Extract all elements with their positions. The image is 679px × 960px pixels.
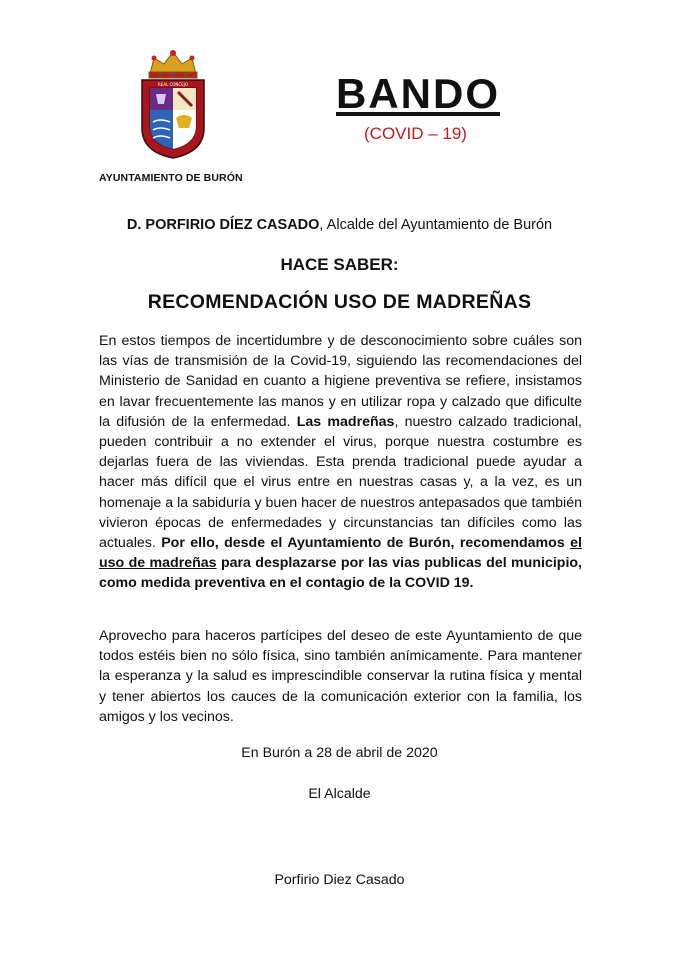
covid-subtitle: (COVID – 19) — [364, 124, 467, 143]
mayor-role: , Alcalde del Ayuntamiento de Burón — [319, 217, 553, 233]
signatory-name: Porfirio Diez Casado — [274, 872, 405, 888]
p1-bold-conclusion: para desplazarse por las vias publicas del municipio, como medida preventiva en el contagio de la COVID 19. — [99, 555, 582, 592]
crest-motto: REAL CONCEJO — [157, 82, 189, 87]
p1-text-a: En estos tiempos de incertidumbre y de desconocimiento sobre cuáles son las vías de transmisión de la Covid-19, siguiendo las recomendaciones del Ministerio de Sanidad en cuanto a higiene preventiva se refiere, insistamos en lavar frecuentemente las manos y en utilizar ropa y calzado que dificulte la difusión de la enfermedad. — [99, 333, 582, 430]
p1-bold-madrenas: Las madreñas — [296, 413, 395, 430]
announcement-heading: HACE SABER: — [280, 255, 399, 274]
body-paragraph-2: Aprovecho para haceros partícipes del deseo de este Ayuntamiento de que todos estéis bien no sólo física, sino también anímicamente. Para mantener la esperanza y la salud es imprescindible conservar la rutina física y mental y tener abiertos los cauces de la comunicación exterior con la familia, los amigos y los vecinos. — [99, 628, 582, 725]
body-paragraph-1 — [99, 331, 582, 594]
organization-name: AYUNTAMIENTO DE BURÓN — [99, 172, 243, 184]
p1-underlined-phrase: el uso de madreñas — [99, 535, 582, 572]
document-type — [336, 70, 500, 118]
coat-of-arms-icon — [136, 48, 210, 160]
date-line: En Burón a 28 de abril de 2020 — [241, 745, 438, 761]
p1-text-b: , nuestro calzado tradicional, pueden contribuir a no extender el virus, porque nuestra costumbre es dejarlas fuera de las viviendas. Esta prenda tradicional puede ayudar a hacer más difícil que el virus entre en nuestras casas y, a la vez, es un homenaje a la sabiduría y buen hacer de nuestros antepasados que también vivieron épocas de enfermedades y circunstancias tan difíciles como las actuales. — [99, 413, 582, 552]
mayor-name: D. PORFIRIO DÍEZ CASADO — [126, 217, 320, 233]
p1-bold-recommendation: Por ello, desde el Ayuntamiento de Burón, recomendamos — [161, 535, 571, 552]
document-title: RECOMENDACIÓN USO DE MADREÑAS — [147, 291, 532, 313]
signatory-role: El Alcalde — [308, 786, 371, 802]
bando-heading: BANDO — [336, 70, 500, 117]
mayor-line — [0, 217, 679, 233]
